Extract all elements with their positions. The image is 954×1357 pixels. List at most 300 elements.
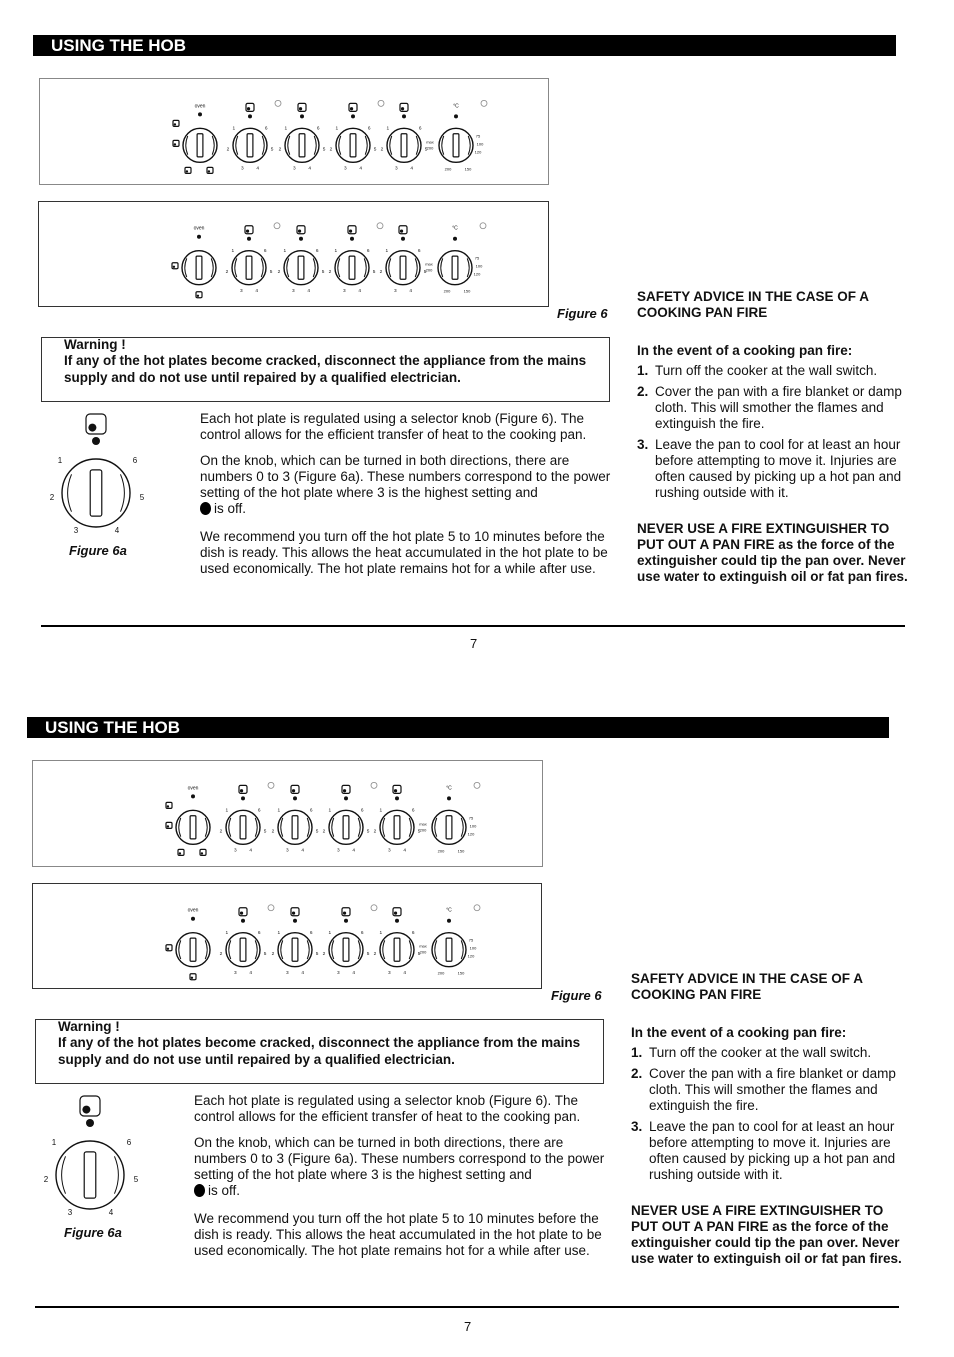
knob-number: 4	[255, 288, 258, 294]
indicator-dot	[86, 1119, 94, 1127]
temp-unit-label: °C	[452, 225, 458, 232]
knob-number: 6	[366, 248, 370, 254]
safety-advice	[637, 289, 912, 585]
temp-label: 75	[475, 133, 481, 139]
knob-number: 6	[367, 126, 371, 132]
control-panel-figure-top	[39, 78, 549, 185]
knob-number: 3	[337, 970, 340, 976]
hotplate-knob	[220, 930, 267, 976]
knob-number: 5	[315, 952, 319, 958]
knob-number: 6	[309, 808, 313, 814]
hotplate-position-dot	[179, 852, 181, 854]
knob-number: 5	[366, 829, 370, 835]
knob-number: 4	[301, 970, 304, 976]
temp-label: 100	[469, 945, 477, 951]
knob-number: 2	[379, 270, 383, 276]
knob-number: 2	[380, 147, 384, 153]
warning-title: Warning !	[64, 337, 126, 352]
temp-label: 200	[425, 267, 433, 273]
knob-number: 3	[234, 848, 237, 854]
hotplate-position-dot	[167, 948, 169, 950]
off-dot-icon	[194, 1184, 205, 1197]
hotplate-icon	[399, 226, 407, 234]
indicator-light-icon	[268, 905, 274, 911]
knob-number: 5	[315, 829, 319, 835]
oven-label: oven	[193, 225, 205, 232]
hotplate-knob	[323, 807, 370, 853]
knob-number: 4	[409, 288, 412, 294]
oven-label: oven	[194, 103, 206, 110]
knob-number: 2	[226, 147, 230, 153]
indicator-dot	[299, 237, 303, 241]
knob-number: 3	[286, 970, 289, 976]
indicator-dot	[344, 796, 348, 800]
warning-box	[41, 337, 610, 402]
hotplate-position-dot	[201, 852, 203, 854]
knob-number: 2	[271, 829, 275, 835]
hotplate-position-dot	[343, 789, 346, 792]
hotplate-knob	[374, 807, 421, 853]
warning-title: Warning !	[58, 1019, 120, 1034]
indicator-dot	[198, 112, 202, 116]
indicator-dot	[197, 235, 201, 239]
figure-6a-label: Figure 6a	[64, 1225, 122, 1240]
temp-label: 150	[457, 970, 465, 976]
oven-function-knob	[182, 251, 216, 285]
hotplate-knob	[272, 930, 319, 976]
knob-number: 1	[328, 930, 332, 936]
thermostat-knob	[439, 128, 473, 162]
indicator-dot	[241, 919, 245, 923]
knob-number: 4	[108, 1208, 114, 1217]
indicator-light-icon	[275, 100, 281, 106]
figure-6a-label: Figure 6a	[69, 543, 127, 558]
body-text	[200, 411, 615, 587]
oven-mode-icon	[173, 140, 179, 146]
hotplate-icon	[239, 908, 247, 916]
hotplate-position-dot	[208, 170, 210, 172]
hotplate-icon	[349, 103, 357, 111]
hotplate-knob	[380, 248, 427, 294]
indicator-dot	[300, 114, 304, 118]
section-header: USING THE HOB	[33, 35, 896, 56]
oven-label: oven	[187, 907, 199, 914]
section-header: USING THE HOB	[27, 717, 889, 738]
indicator-dot	[402, 114, 406, 118]
knob-number: 3	[67, 1208, 73, 1217]
temp-label: 100	[475, 263, 483, 269]
oven-mode-icon	[166, 802, 172, 808]
oven-mode-icon	[166, 945, 172, 951]
oven-mode-icon	[190, 974, 196, 980]
paragraph-recommendation: We recommend you turn off the hot plate 5 to 10 minutes before the dish is ready. This allows the heat accumulated in the hot plate to be used economically. The hot plate remains hot for a while after use.	[200, 529, 608, 576]
thermostat-knob	[438, 251, 472, 285]
knob-number: 1	[51, 1138, 57, 1147]
indicator-light-icon	[481, 100, 487, 106]
temp-label: 100	[476, 141, 484, 147]
indicator-dot	[453, 237, 457, 241]
hotplate-position-dot	[394, 789, 397, 792]
temp-label: 200	[426, 145, 434, 151]
hotplate-icon	[245, 226, 253, 234]
temp-unit-label: °C	[453, 103, 459, 110]
selector-knob-diagram	[40, 1094, 150, 1220]
temp-label: 150	[457, 848, 465, 854]
knob-number: 2	[225, 270, 229, 276]
indicator-dot	[395, 796, 399, 800]
temp-label: 150	[464, 166, 472, 172]
indicator-dot	[248, 114, 252, 118]
hotplate-position-dot	[246, 230, 249, 233]
list-item: 2. Cover the pan with a fire blanket or damp cloth. This will smother the flames and extinguish the fire.	[631, 1066, 896, 1113]
indicator-light-icon	[377, 223, 383, 229]
knob-number: 3	[388, 848, 391, 854]
knob-number: 4	[307, 288, 310, 294]
oven-function-knob	[183, 128, 217, 162]
temp-label: 120	[473, 271, 481, 277]
indicator-dot	[447, 796, 451, 800]
figure-6-label: Figure 6	[557, 306, 608, 321]
body-text	[194, 1093, 609, 1269]
knob-number: 2	[219, 829, 223, 835]
warning-box	[35, 1019, 604, 1084]
knob-number: 5	[263, 952, 267, 958]
knob-number: 4	[352, 848, 355, 854]
indicator-dot	[293, 919, 297, 923]
knob-number: 6	[126, 1138, 132, 1147]
hotplate-position-dot	[299, 107, 302, 110]
knob-number: 3	[343, 288, 346, 294]
hotplate-icon	[393, 908, 401, 916]
knob-number: 1	[379, 930, 383, 936]
oven-mode-icon	[185, 167, 191, 173]
hotplate-position-dot	[350, 107, 353, 110]
indicator-dot	[247, 237, 251, 241]
safety-heading: SAFETY ADVICE IN THE CASE OF A COOKING PAN FIRE	[637, 289, 869, 320]
page-1	[0, 0, 954, 675]
knob-number: 1	[335, 126, 339, 132]
hotplate-icon	[342, 785, 350, 793]
temp-label: 200	[419, 827, 427, 833]
list-item: 1. Turn off the cooker at the wall switch.	[631, 1045, 872, 1060]
hotplate-position-dot	[400, 230, 403, 233]
event-heading: In the event of a cooking pan fire:	[631, 1025, 847, 1040]
knob-number: 5	[263, 829, 267, 835]
oven-label: oven	[187, 785, 199, 792]
control-panel-diagram	[33, 884, 543, 990]
knob-number: 6	[360, 808, 364, 814]
knob-number: 1	[277, 930, 281, 936]
hotplate-position-dot	[292, 789, 295, 792]
hotplate-knob	[374, 930, 421, 976]
temp-unit-label: °C	[446, 785, 452, 792]
oven-mode-icon	[173, 120, 179, 126]
list-item: 1. Turn off the cooker at the wall switch.	[637, 363, 878, 378]
knob-number: 6	[360, 930, 364, 936]
indicator-dot	[344, 919, 348, 923]
thermostat-knob	[432, 933, 466, 967]
knob-number: 6	[264, 126, 268, 132]
control-panel-figure-bottom	[38, 201, 549, 307]
knob-number: 2	[322, 829, 326, 835]
knob-number: 1	[284, 126, 288, 132]
oven-mode-icon	[207, 167, 213, 173]
knob-number: 1	[386, 126, 390, 132]
knob-number: 5	[321, 270, 325, 276]
hotplate-position-dot	[394, 912, 397, 915]
temp-label: 150	[463, 288, 471, 294]
paragraph-knob-intro: Each hot plate is regulated using a selector knob (Figure 6). The control allows for the efficient transfer of heat to the cooking pan.	[200, 411, 587, 442]
knob-number: 6	[257, 808, 261, 814]
temp-unit-label: °C	[446, 907, 452, 914]
indicator-dot	[241, 796, 245, 800]
oven-mode-icon	[166, 822, 172, 828]
knob-number: 3	[241, 166, 244, 172]
hotplate-icon	[86, 414, 106, 434]
knob-number: 2	[329, 147, 333, 153]
hotplate-position-dot	[401, 107, 404, 110]
selector-knob	[56, 1141, 124, 1209]
knob-number: 2	[277, 270, 281, 276]
temp-label: 200	[419, 949, 427, 955]
hotplate-knob	[272, 807, 319, 853]
control-panel-diagram	[39, 202, 550, 308]
hotplate-knob	[323, 930, 370, 976]
knob-number: 3	[395, 166, 398, 172]
knob-number: 4	[358, 288, 361, 294]
knob-number: 2	[328, 270, 332, 276]
knob-number: 6	[417, 248, 421, 254]
knob-number: 4	[410, 166, 413, 172]
hotplate-icon	[291, 908, 299, 916]
hotplate-icon	[348, 226, 356, 234]
hotplate-position-dot	[240, 912, 243, 915]
hotplate-knob	[330, 125, 377, 171]
hotplate-position-dot	[191, 977, 193, 979]
knob-number: 2	[373, 829, 377, 835]
hotplate-icon	[239, 785, 247, 793]
indicator-light-icon	[474, 905, 480, 911]
control-panel-diagram	[33, 761, 544, 868]
knob-number: 4	[308, 166, 311, 172]
knob-number: 2	[373, 952, 377, 958]
knob-number: 1	[328, 808, 332, 814]
list-item: 3. Leave the pan to cool for at least an hour before attempting to move it. Injuries are often caused by picking up a hot pan and rushing outside with it.	[637, 437, 902, 500]
knob-number: 5	[373, 147, 377, 153]
temp-label: 75	[468, 815, 474, 821]
extinguisher-warning: NEVER USE A FIRE EXTINGUISHER TO PUT OUT A PAN FIRE as the force of the extinguisher could tip the pan over. Never use water to extinguish oil or fat pan fires.	[631, 1203, 902, 1266]
knob-number: 4	[359, 166, 362, 172]
knob-number: 5	[269, 270, 273, 276]
knob-number: 1	[231, 248, 235, 254]
hotplate-knob	[227, 125, 274, 171]
hotplate-position-dot	[82, 1106, 90, 1114]
temp-label: 200	[443, 288, 451, 294]
knob-number: 2	[322, 952, 326, 958]
knob-number: 2	[49, 493, 55, 502]
knob-number: 2	[271, 952, 275, 958]
oven-function-knob	[176, 933, 210, 967]
indicator-light-icon	[378, 100, 384, 106]
hotplate-position-dot	[174, 123, 176, 125]
hotplate-position-dot	[173, 266, 175, 268]
knob-number: 4	[403, 848, 406, 854]
oven-mode-icon	[178, 849, 184, 855]
safety-advice	[631, 971, 906, 1267]
knob-number: 6	[316, 126, 320, 132]
hotplate-icon	[80, 1096, 100, 1116]
temp-label: 75	[474, 255, 480, 261]
paragraph-knob-settings: On the knob, which can be turned in both directions, there are numbers 0 to 3 (Figure 6a). These numbers correspond to the power setting of the hot plate where 3 is the highest setting and is off.	[194, 1135, 605, 1198]
hotplate-knob	[278, 248, 325, 294]
selector-knob	[62, 459, 130, 527]
hotplate-position-dot	[292, 912, 295, 915]
knob-number: 3	[240, 288, 243, 294]
knob-number: 1	[334, 248, 338, 254]
knob-number: 1	[232, 126, 236, 132]
knob-number: 4	[403, 970, 406, 976]
knob-number: 5	[423, 270, 427, 276]
knob-number: 3	[234, 970, 237, 976]
oven-mode-icon	[172, 263, 178, 269]
page-2	[0, 682, 954, 1357]
event-heading: In the event of a cooking pan fire:	[637, 343, 853, 358]
knob-number: 2	[219, 952, 223, 958]
oven-function-knob	[176, 810, 210, 844]
hotplate-icon	[297, 226, 305, 234]
page-number: 7	[464, 1319, 472, 1334]
knob-number: 4	[256, 166, 259, 172]
max-label: max	[419, 821, 427, 827]
hotplate-knob	[381, 125, 428, 171]
list-item: 2. Cover the pan with a fire blanket or damp cloth. This will smother the flames and extinguish the fire.	[637, 384, 902, 431]
oven-mode-icon	[196, 292, 202, 298]
knob-number: 4	[301, 848, 304, 854]
indicator-light-icon	[371, 905, 377, 911]
footer-rule	[41, 625, 905, 627]
hotplate-position-dot	[240, 789, 243, 792]
hotplate-position-dot	[174, 143, 176, 145]
knob-number: 1	[225, 808, 229, 814]
knob-ring	[62, 459, 130, 527]
knob-ring	[56, 1141, 124, 1209]
page-number: 7	[470, 636, 478, 651]
max-label: max	[426, 139, 434, 145]
temp-label: 200	[444, 166, 452, 172]
knob-number: 2	[278, 147, 282, 153]
knob-number: 6	[132, 456, 138, 465]
temp-label: 100	[469, 823, 477, 829]
indicator-dot	[454, 114, 458, 118]
knob-number: 3	[337, 848, 340, 854]
oven-mode-icon	[200, 849, 206, 855]
warning-text: If any of the hot plates become cracked, disconnect the appliance from the mains supply and do not use until repaired by a qualified electrician.	[58, 1035, 581, 1067]
knob-number: 5	[322, 147, 326, 153]
knob-number: 1	[385, 248, 389, 254]
selector-knob-diagram	[46, 412, 156, 538]
safety-steps	[631, 1045, 906, 1183]
figure-6-label: Figure 6	[551, 988, 602, 1003]
knob-number: 1	[57, 456, 63, 465]
paragraph-recommendation: We recommend you turn off the hot plate 5 to 10 minutes before the dish is ready. This allows the heat accumulated in the hot plate to be used economically. The hot plate remains hot for a while after use.	[194, 1211, 602, 1258]
knob-number: 3	[292, 288, 295, 294]
knob-number: 3	[388, 970, 391, 976]
temp-label: 200	[437, 848, 445, 854]
indicator-dot	[191, 917, 195, 921]
hotplate-knob	[279, 125, 326, 171]
hotplate-knob	[220, 807, 267, 853]
knob-number: 5	[366, 952, 370, 958]
max-label: max	[419, 943, 427, 949]
knob-number: 5	[133, 1175, 139, 1184]
hotplate-icon	[393, 785, 401, 793]
thermostat-knob	[432, 810, 466, 844]
safety-heading: SAFETY ADVICE IN THE CASE OF A COOKING PAN FIRE	[631, 971, 863, 1002]
off-dot-icon	[200, 502, 211, 515]
hotplate-position-dot	[167, 805, 169, 807]
safety-steps	[637, 363, 912, 501]
knob-number: 4	[249, 970, 252, 976]
temp-label: 120	[467, 953, 475, 959]
extinguisher-warning: NEVER USE A FIRE EXTINGUISHER TO PUT OUT A PAN FIRE as the force of the extinguisher could tip the pan over. Never use water to extinguish oil or fat pan fires.	[637, 521, 908, 584]
indicator-dot	[447, 919, 451, 923]
hotplate-position-dot	[247, 107, 250, 110]
hotplate-knob	[226, 248, 273, 294]
indicator-light-icon	[474, 782, 480, 788]
knob-number: 6	[309, 930, 313, 936]
hotplate-knob	[329, 248, 376, 294]
hotplate-position-dot	[349, 230, 352, 233]
knob-number: 1	[277, 808, 281, 814]
knob-number: 1	[283, 248, 287, 254]
temp-label: 75	[468, 937, 474, 943]
knob-number: 5	[417, 952, 421, 958]
knob-number: 6	[411, 808, 415, 814]
knob-number: 5	[139, 493, 145, 502]
knob-number: 6	[411, 930, 415, 936]
hotplate-icon	[400, 103, 408, 111]
hotplate-icon	[246, 103, 254, 111]
knob-number: 1	[379, 808, 383, 814]
control-panel-figure-top	[32, 760, 543, 867]
indicator-dot	[395, 919, 399, 923]
indicator-dot	[191, 794, 195, 798]
knob-number: 3	[73, 526, 79, 535]
warning-text: If any of the hot plates become cracked, disconnect the appliance from the mains supply and do not use until repaired by a qualified electrician.	[64, 353, 587, 385]
indicator-light-icon	[480, 223, 486, 229]
knob-number: 3	[344, 166, 347, 172]
knob-number: 6	[418, 126, 422, 132]
indicator-light-icon	[268, 782, 274, 788]
control-panel-diagram	[40, 79, 550, 186]
hotplate-position-dot	[298, 230, 301, 233]
hotplate-position-dot	[343, 912, 346, 915]
knob-number: 4	[352, 970, 355, 976]
hotplate-icon	[342, 908, 350, 916]
knob-number: 6	[263, 248, 267, 254]
knob-number: 5	[270, 147, 274, 153]
temp-label: 200	[437, 970, 445, 976]
footer-rule	[35, 1306, 899, 1308]
hotplate-icon	[298, 103, 306, 111]
list-item: 3. Leave the pan to cool for at least an hour before attempting to move it. Injuries are often caused by picking up a hot pan and rushing outside with it.	[631, 1119, 896, 1182]
indicator-dot	[350, 237, 354, 241]
knob-number: 5	[417, 829, 421, 835]
knob-number: 6	[257, 930, 261, 936]
temp-label: 120	[467, 831, 475, 837]
indicator-light-icon	[371, 782, 377, 788]
indicator-dot	[401, 237, 405, 241]
